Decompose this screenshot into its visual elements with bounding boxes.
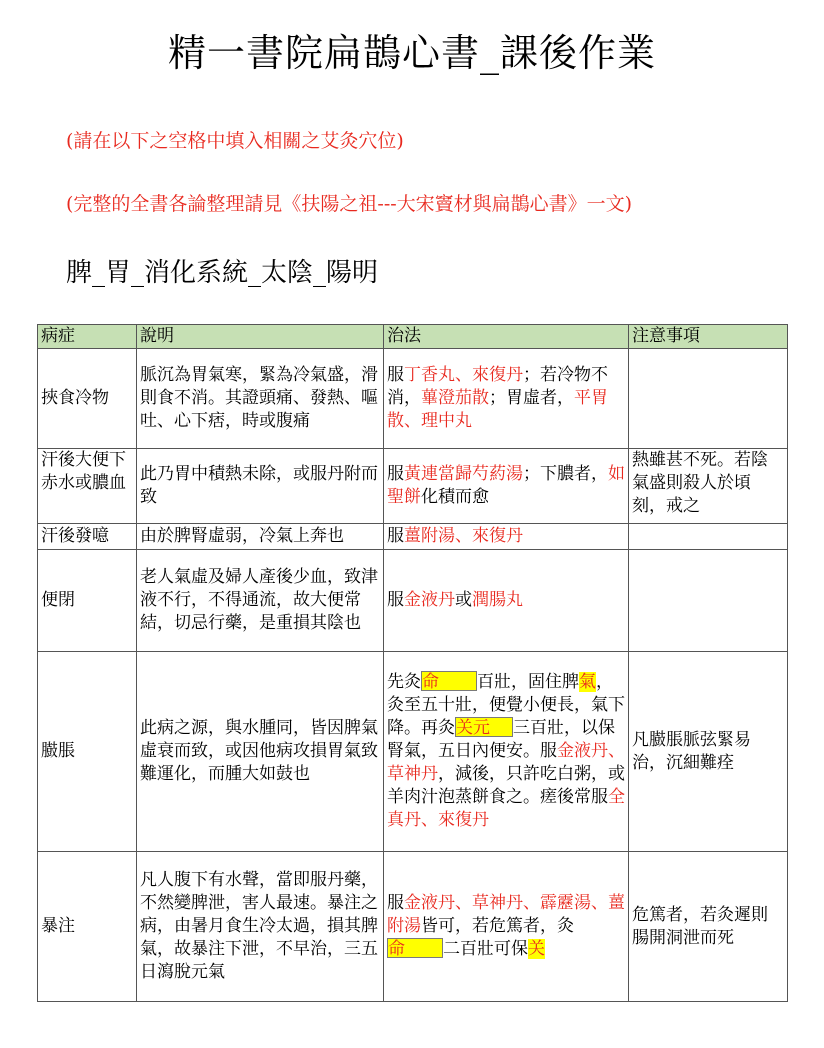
header-notes: 注意事項: [629, 325, 788, 349]
table-row: [38, 852, 788, 1002]
description-cell: 老人氣虛及婦人產後少血，致津液不行，不得通流，故大便常結，切忌行藥，是重損其陰也: [137, 550, 384, 652]
notes-cell: 熱雖甚不死。若陰氣盛則殺人於頃刻，戒之: [629, 449, 788, 524]
acupoint-blank[interactable]: 关元: [455, 717, 513, 737]
notes-cell: [629, 524, 788, 550]
symptom-cell: 暴注: [38, 852, 137, 1002]
instruction-note: (請在以下之空格中填入相關之艾灸穴位): [66, 130, 404, 152]
symptom-cell: 汗後發噫: [38, 524, 137, 550]
table-row: [38, 449, 788, 524]
header-treatment: 治法: [384, 325, 629, 349]
symptom-cell: 臌脹: [38, 652, 137, 852]
treatment-cell: 服金液丹或潤腸丸: [384, 550, 629, 652]
treatment-cell: 先灸命 百壯，固住脾氣，灸至五十壯，便覺小便長，氣下降。再灸关元 三百壯，以保腎氣，五日內便安。服金液丹、草神丹，減後，只許吃白粥，或羊肉汁泡蒸餅食之。瘥後常服全真丹、來復丹: [384, 652, 629, 852]
description-cell: 此乃胃中積熱未除，或服丹附而致: [137, 449, 384, 524]
homework-table: [37, 324, 788, 1002]
notes-cell: [629, 550, 788, 652]
description-cell: 由於脾腎虛弱，冷氣上奔也: [137, 524, 384, 550]
description-cell: 此病之源，與水腫同，皆因脾氣虛衰而致，或因他病攻損胃氣致難運化，而腫大如鼓也: [137, 652, 384, 852]
notes-cell: 凡臌脹脈弦緊易治，沉細難痊: [629, 652, 788, 852]
header-symptom: 病症: [38, 325, 137, 349]
treatment-cell: 服黃連當歸芍葯湯；下膿者，如聖餅化積而愈: [384, 449, 629, 524]
symptom-cell: 便閉: [38, 550, 137, 652]
symptom-cell: 挾食冷物: [38, 349, 137, 449]
description-cell: 凡人腹下有水聲，當即服丹藥，不然變脾泄，害人最速。暴注之病，由暑月食生冷太過，損其脾氣，故暴注下泄，不早治，三五日瀉脫元氣: [137, 852, 384, 1002]
page-title: 精一書院扁鵲心書_課後作業: [167, 31, 656, 75]
table-row: [38, 524, 788, 550]
treatment-cell: 服丁香丸、來復丹；若冷物不消，蓽澄茄散；胃虛者，平胃散、理中丸: [384, 349, 629, 449]
notes-cell: [629, 349, 788, 449]
table-row: [38, 550, 788, 652]
treatment-cell: 服金液丹、草神丹、霹靂湯、薑附湯皆可，若危篤者，灸命 二百壯可保关: [384, 852, 629, 1002]
acupoint-blank[interactable]: 命: [421, 671, 477, 691]
acupoint-blank[interactable]: 命: [387, 938, 443, 958]
reference-note: (完整的全書各論整理請見《扶陽之祖---大宋竇材與扁鵲心書》一文): [66, 193, 633, 215]
table-row: [38, 652, 788, 852]
notes-cell: 危篤者，若灸遲則腸開洞泄而死: [629, 852, 788, 1002]
table-row: [38, 349, 788, 449]
header-description: 說明: [137, 325, 384, 349]
treatment-cell: 服薑附湯、來復丹: [384, 524, 629, 550]
table-header-row: [38, 325, 788, 349]
description-cell: 脈沉為胃氣寒，緊為冷氣盛，滑則食不消。其證頭痛、發熱、嘔吐、心下痞，時或腹痛: [137, 349, 384, 449]
symptom-cell: 汗後大便下赤水或膿血: [38, 449, 137, 524]
section-heading: 脾_胃_消化系統_太陰_陽明: [66, 258, 379, 288]
